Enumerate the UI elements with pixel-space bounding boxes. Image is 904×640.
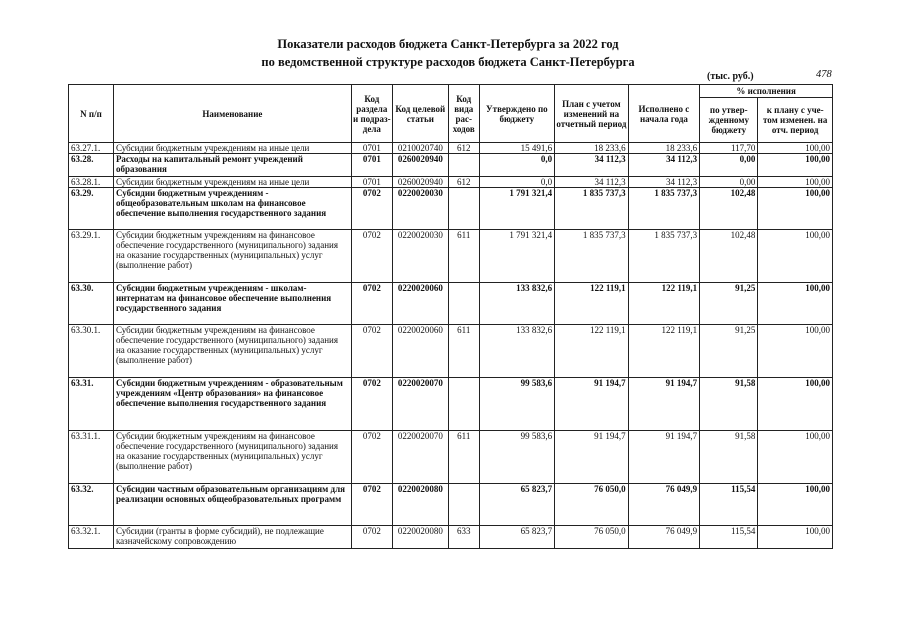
row-approved: 15 491,6 — [479, 143, 555, 154]
row-number: 63.30. — [69, 283, 114, 325]
row-plan: 91 194,7 — [555, 378, 629, 431]
row-statya-code: 0210020740 — [392, 143, 448, 154]
row-executed: 1 835 737,3 — [628, 230, 699, 283]
col-header-pct-group: % исполнения — [700, 85, 833, 98]
row-pct-approved: 102,48 — [700, 230, 758, 283]
table-row — [69, 177, 833, 188]
row-plan: 34 112,3 — [555, 177, 629, 188]
table-body — [69, 143, 833, 549]
row-executed: 76 049,9 — [628, 526, 699, 549]
row-name: Субсидии бюджетным учреждениям - школам-интернатам на финансовое обеспечение выполнения государственного задания — [113, 283, 351, 325]
row-vid-code: 612 — [448, 143, 479, 154]
row-number: 63.32. — [69, 484, 114, 526]
row-razdel-code: 0702 — [351, 188, 392, 230]
row-name: Субсидии частным образовательным организациям для реализации основных общеобразовательных программ — [113, 484, 351, 526]
col-header-executed: Исполнено с начала года — [628, 85, 699, 143]
table-row — [69, 378, 833, 431]
col-header-plan: План с учетом изменений на отчетный период — [555, 85, 629, 143]
row-pct-approved: 91,58 — [700, 378, 758, 431]
row-plan: 122 119,1 — [555, 325, 629, 378]
row-razdel-code: 0702 — [351, 484, 392, 526]
row-vid-code: 612 — [448, 177, 479, 188]
row-approved: 1 791 321,4 — [479, 188, 555, 230]
row-razdel-code: 0702 — [351, 378, 392, 431]
row-pct-approved: 115,54 — [700, 484, 758, 526]
row-statya-code: 0220020080 — [392, 526, 448, 549]
row-executed: 34 112,3 — [628, 154, 699, 177]
row-vid-code: 611 — [448, 230, 479, 283]
row-executed: 34 112,3 — [628, 177, 699, 188]
col-header-statya: Код целевой статьи — [392, 85, 448, 143]
row-vid-code — [448, 283, 479, 325]
row-name: Субсидии бюджетным учреждениям на иные цели — [113, 143, 351, 154]
row-razdel-code: 0701 — [351, 143, 392, 154]
table-row — [69, 230, 833, 283]
budget-table — [68, 84, 833, 549]
units-label: (тыс. руб.) — [707, 71, 754, 82]
row-number: 63.30.1. — [69, 325, 114, 378]
row-name: Субсидии бюджетным учреждениям - образовательным учреждениям «Центр образования» на финансовое обеспечение выполнения государственного задания — [113, 378, 351, 431]
col-header-vid: Код вида рас-ходов — [448, 85, 479, 143]
row-statya-code: 0220020070 — [392, 378, 448, 431]
row-pct-approved: 0,00 — [700, 177, 758, 188]
row-pct-approved: 91,25 — [700, 325, 758, 378]
row-plan: 76 050,0 — [555, 526, 629, 549]
row-pct-approved: 91,58 — [700, 431, 758, 484]
table-row — [69, 325, 833, 378]
row-pct-plan: 100,00 — [758, 188, 833, 230]
row-vid-code: 611 — [448, 431, 479, 484]
row-plan: 91 194,7 — [555, 431, 629, 484]
row-pct-plan: 100,00 — [758, 177, 833, 188]
report-title: Показатели расходов бюджета Санкт-Петербурга за 2022 год — [277, 37, 619, 51]
row-name: Расходы на капитальный ремонт учреждений образования — [113, 154, 351, 177]
report-subtitle: по ведомственной структуре расходов бюджета Санкт-Петербурга — [261, 55, 635, 69]
row-statya-code: 0220020030 — [392, 188, 448, 230]
row-statya-code: 0220020030 — [392, 230, 448, 283]
row-pct-plan: 100,00 — [758, 526, 833, 549]
row-plan: 1 835 737,3 — [555, 230, 629, 283]
row-executed: 76 049,9 — [628, 484, 699, 526]
row-number: 63.31.1. — [69, 431, 114, 484]
row-pct-plan: 100,00 — [758, 378, 833, 431]
row-pct-plan: 100,00 — [758, 230, 833, 283]
row-plan: 1 835 737,3 — [555, 188, 629, 230]
row-approved: 133 832,6 — [479, 283, 555, 325]
row-plan: 34 112,3 — [555, 154, 629, 177]
row-approved: 65 823,7 — [479, 526, 555, 549]
row-razdel-code: 0702 — [351, 526, 392, 549]
row-executed: 122 119,1 — [628, 325, 699, 378]
row-name: Субсидии бюджетным учреждениям на финансовое обеспечение государственного (муниципального) задания на оказание государственных (муниципальных) услуг (выполнение работ) — [113, 325, 351, 378]
table-row — [69, 188, 833, 230]
row-approved: 65 823,7 — [479, 484, 555, 526]
row-plan: 122 119,1 — [555, 283, 629, 325]
row-statya-code: 0260020940 — [392, 177, 448, 188]
row-vid-code — [448, 188, 479, 230]
row-number: 63.27.1. — [69, 143, 114, 154]
col-header-num: N п/п — [69, 85, 114, 143]
row-approved: 1 791 321,4 — [479, 230, 555, 283]
row-vid-code — [448, 484, 479, 526]
row-pct-plan: 100,00 — [758, 484, 833, 526]
row-pct-plan: 100,00 — [758, 283, 833, 325]
row-vid-code — [448, 378, 479, 431]
table-row — [69, 154, 833, 177]
row-number: 63.28. — [69, 154, 114, 177]
row-razdel-code: 0701 — [351, 154, 392, 177]
row-statya-code: 0220020060 — [392, 283, 448, 325]
table-row — [69, 484, 833, 526]
row-number: 63.28.1. — [69, 177, 114, 188]
row-razdel-code: 0702 — [351, 283, 392, 325]
row-approved: 99 583,6 — [479, 431, 555, 484]
col-header-name: Наименование — [113, 85, 351, 143]
row-name: Субсидии бюджетным учреждениям на финансовое обеспечение государственного (муниципального) задания на оказание государственных (муниципальных) услуг (выполнение работ) — [113, 230, 351, 283]
row-statya-code: 0220020070 — [392, 431, 448, 484]
row-executed: 18 233,6 — [628, 143, 699, 154]
row-razdel-code: 0702 — [351, 431, 392, 484]
row-pct-approved: 91,25 — [700, 283, 758, 325]
row-pct-approved: 117,70 — [700, 143, 758, 154]
row-pct-plan: 100,00 — [758, 431, 833, 484]
row-statya-code: 0260020940 — [392, 154, 448, 177]
row-razdel-code: 0701 — [351, 177, 392, 188]
row-number: 63.31. — [69, 378, 114, 431]
row-plan: 76 050,0 — [555, 484, 629, 526]
row-executed: 91 194,7 — [628, 431, 699, 484]
row-statya-code: 0220020080 — [392, 484, 448, 526]
row-name: Субсидии (гранты в форме субсидий), не подлежащие казначейскому сопровождению — [113, 526, 351, 549]
page-number: 478 — [816, 69, 832, 80]
row-number: 63.29.1. — [69, 230, 114, 283]
row-name: Субсидии бюджетным учреждениям на иные цели — [113, 177, 351, 188]
row-pct-approved: 115,54 — [700, 526, 758, 549]
row-approved: 99 583,6 — [479, 378, 555, 431]
row-approved: 0,0 — [479, 154, 555, 177]
row-vid-code: 633 — [448, 526, 479, 549]
col-header-approved: Утверждено по бюджету — [479, 85, 555, 143]
row-pct-approved: 102,48 — [700, 188, 758, 230]
table-row — [69, 431, 833, 484]
table-row — [69, 143, 833, 154]
row-number: 63.32.1. — [69, 526, 114, 549]
row-plan: 18 233,6 — [555, 143, 629, 154]
table-row — [69, 526, 833, 549]
col-header-pct-plan: к плану с уче-том изменен. на отч. период — [758, 98, 833, 143]
row-approved: 133 832,6 — [479, 325, 555, 378]
row-statya-code: 0220020060 — [392, 325, 448, 378]
row-pct-approved: 0,00 — [700, 154, 758, 177]
col-header-razdel: Код раздела и подраз-дела — [351, 85, 392, 143]
col-header-pct-approved: по утвер-жденному бюджету — [700, 98, 758, 143]
row-pct-plan: 100,00 — [758, 325, 833, 378]
row-name: Субсидии бюджетным учреждениям на финансовое обеспечение государственного (муниципального) задания на оказание государственных (муниципальных) услуг (выполнение работ) — [113, 431, 351, 484]
row-pct-plan: 100,00 — [758, 154, 833, 177]
row-razdel-code: 0702 — [351, 230, 392, 283]
row-vid-code — [448, 154, 479, 177]
row-executed: 1 835 737,3 — [628, 188, 699, 230]
row-vid-code: 611 — [448, 325, 479, 378]
row-name: Субсидии бюджетным учреждениям - общеобразовательным школам на финансовое обеспечение выполнения государственного задания — [113, 188, 351, 230]
row-executed: 91 194,7 — [628, 378, 699, 431]
row-razdel-code: 0702 — [351, 325, 392, 378]
table-row — [69, 283, 833, 325]
row-pct-plan: 100,00 — [758, 143, 833, 154]
row-approved: 0,0 — [479, 177, 555, 188]
row-number: 63.29. — [69, 188, 114, 230]
row-executed: 122 119,1 — [628, 283, 699, 325]
